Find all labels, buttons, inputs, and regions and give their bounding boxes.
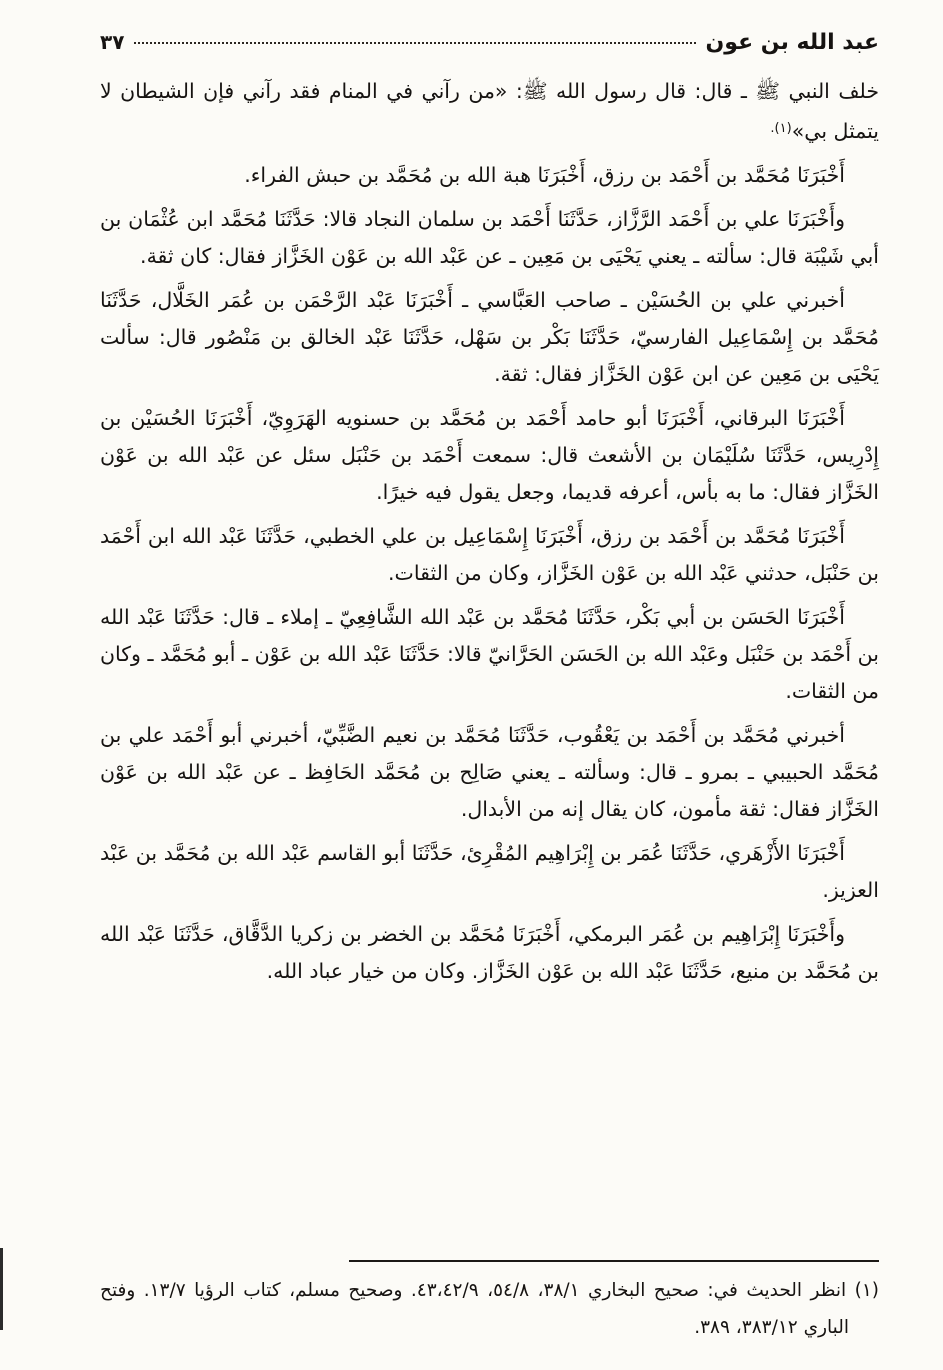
dot-leader [134,42,695,44]
scan-artifact [0,1248,3,1330]
footnote-separator [349,1260,879,1262]
footnote-1: (١) انظر الحديث في: صحيح البخاري ٣٨/١، ٥٤/٨، ٤٣،٤٢/٩. وصحيح مسلم، كتاب الرؤيا ١٣/٧. وفتح الباري ٣٨٣/١٢، ٣٨٩. [100,1280,879,1338]
paragraph-6: أَخْبَرَنَا مُحَمَّد بن أَحْمَد بن رزق، أَخْبَرَنَا إِسْمَاعِيل بن علي الخطبي، حَدَّثَنَا عَبْد الله ابن أَحْمَد بن حَنْبَل، حدثني عَبْد الله بن عَوْن الخَزَّاز، وكان من الثقات. [100,524,879,585]
paragraph-4: أخبرني علي بن الحُسَيْن ـ صاحب العَبَّاسي ـ أَخْبَرَنَا عَبْد الرَّحْمَن بن عُمَر الخَلَّال، حَدَّثَنَا مُحَمَّد بن إِسْمَاعِيل الفارسيّ، حَدَّثَنَا بَكْر بن سَهْل، حَدَّثَنَا عَبْد الخالق بن مَنْصُور قال: سألت يَحْيَى بن مَعِين عن ابن عَوْن الخَزَّاز فقال: ثقة. [100,288,879,386]
running-title: عبد الله بن عون [705,30,879,55]
paragraph-8: أخبرني مُحَمَّد بن أَحْمَد بن يَعْقُوب، حَدَّثَنَا مُحَمَّد بن نعيم الضَّبِّيّ، أخبرني أبو أَحْمَد علي بن مُحَمَّد الحبيبي ـ بمرو ـ قال: وسألته ـ يعني صَالِح بن مُحَمَّد الحَافِظ ـ عن عَبْد الله بن عَوْن الخَزَّاز فقال: ثقة مأمون، كان يقال إنه من الأبدال. [100,723,879,821]
footnotes-section [100,1260,879,1346]
paragraph-1-text: خلف النبي ﷺ ـ قال: قال رسول الله ﷺ: «من رآني في المنام فقد رآني فإن الشيطان لا يتمثل بي» [100,79,879,143]
footnote-ref-1: (١). [770,121,792,136]
paragraph-10: وأَخْبَرَنَا إِبْرَاهِيم بن عُمَر البرمكي، أَخْبَرَنَا مُحَمَّد بن الخضر بن زكريا الدَّقَّاق، حَدَّثَنَا عَبْد الله بن مُحَمَّد بن منيع، حَدَّثَنَا عَبْد الله بن عَوْن الخَزَّاز. وكان من خيار عباد الله. [100,922,879,983]
paragraph-5: أَخْبَرَنَا البرقاني، أَخْبَرَنَا أبو حامد أَحْمَد بن مُحَمَّد بن حسنويه الهَرَوِيّ، أَخْبَرَنَا الحُسَيْن بن إِدْرِيس، حَدَّثَنَا سُلَيْمَان بن الأشعث قال: سمعت أَحْمَد بن حَنْبَل سئل عن عَبْد الله بن عَوْن الخَزَّاز فقال: ما به بأس، أعرفه قديما، وجعل يقول فيه خيرًا. [100,406,879,504]
page-header [100,30,879,55]
paragraph-1 [100,73,879,150]
paragraph-3: وأَخْبَرَنَا علي بن أَحْمَد الرَّزَّاز، حَدَّثَنَا أَحْمَد بن سلمان النجاد قالا: حَدَّثَنَا مُحَمَّد ابن عُثْمَان بن أبي شَيْبَة قال: سألته ـ يعني يَحْيَى بن مَعِين ـ عن عَبْد الله بن عَوْن الخَزَّاز فقال: كان ثقة. [100,207,879,268]
body-text [100,73,879,990]
paragraph-9: أَخْبَرَنَا الأَزْهَري، حَدَّثَنَا عُمَر بن إِبْرَاهِيم المُقْرِئ، حَدَّثَنَا أبو القاسم عَبْد الله بن مُحَمَّد بن عَبْد العزيز. [100,841,879,902]
paragraph-2: أَخْبَرَنَا مُحَمَّد بن أَحْمَد بن رزق، أَخْبَرَنَا هبة الله بن مُحَمَّد بن حبش الفراء. [244,163,845,187]
paragraph-7: أَخْبَرَنَا الحَسَن بن أبي بَكْر، حَدَّثَنَا مُحَمَّد بن عَبْد الله الشَّافِعِيّ ـ إملاء ـ قال: حَدَّثَنَا عَبْد الله بن أَحْمَد بن حَنْبَل وعَبْد الله بن الحَسَن الحَرَّانيّ قالا: حَدَّثَنَا عَبْد الله بن عَوْن ـ أبو مُحَمَّد ـ وكان من الثقات. [100,605,879,703]
page-number: ٣٧ [100,30,125,54]
